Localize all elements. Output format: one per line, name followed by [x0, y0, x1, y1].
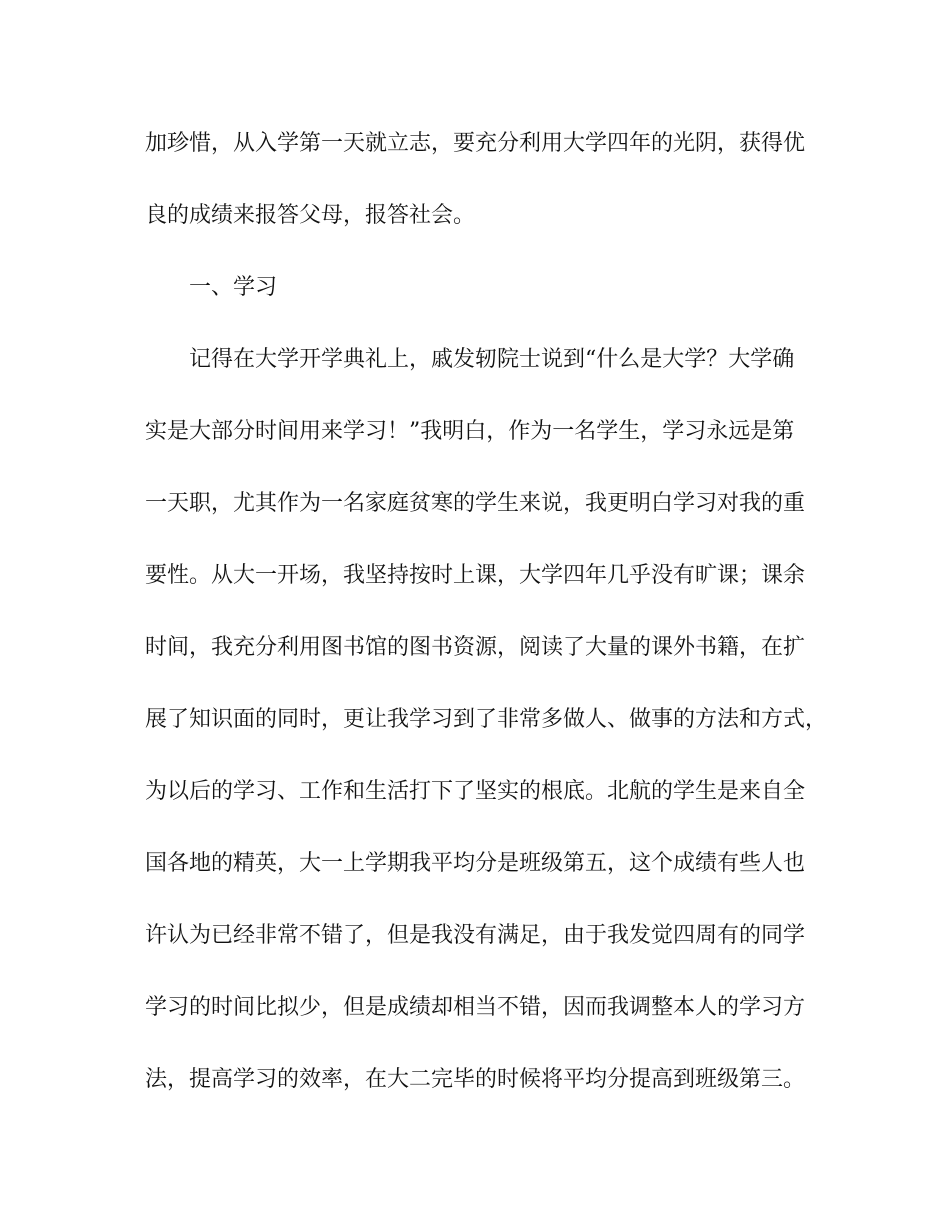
text-line: 记得在大学开学典礼上，戚发轫院士说到“什么是大学？大学确 — [189, 347, 795, 372]
text-line: 加珍惜，从入学第一天就立志，要充分利用大学四年的光阴，获得优 — [145, 131, 806, 156]
text-line: 实是大部分时间用来学习！”我明白，作为一名学生，学习永远是第 — [145, 419, 795, 444]
text-line: 时间，我充分利用图书馆的图书资源，阅读了大量的课外书籍，在扩 — [145, 635, 806, 660]
text-line: 国各地的精英，大一上学期我平均分是班级第五，这个成绩有些人也 — [145, 851, 806, 876]
text-line: 良的成绩来报答父母，报答社会。 — [145, 203, 476, 228]
text-line: 学习的时间比拟少，但是成绩却相当不错，因而我调整本人的学习方 — [145, 995, 806, 1020]
text-line: 一天职，尤其作为一名家庭贫寒的学生来说，我更明白学习对我的重 — [145, 491, 806, 516]
body-text — [145, 120, 828, 1128]
text-line: 要性。从大一开场，我坚持按时上课，大学四年几乎没有旷课；课余 — [145, 563, 806, 588]
text-line: 为以后的学习、工作和生活打下了坚实的根底。北航的学生是来自全 — [145, 779, 806, 804]
text-line: 许认为已经非常不错了，但是我没有满足，由于我发觉四周有的同学 — [145, 923, 806, 948]
section-heading: 一、学习 — [189, 275, 278, 300]
text-line: 法，提高学习的效率，在大二完毕的时候将平均分提高到班级第三。 — [145, 1067, 806, 1092]
text-line: 展了知识面的同时，更让我学习到了非常多做人、做事的方法和方式， — [145, 707, 828, 732]
